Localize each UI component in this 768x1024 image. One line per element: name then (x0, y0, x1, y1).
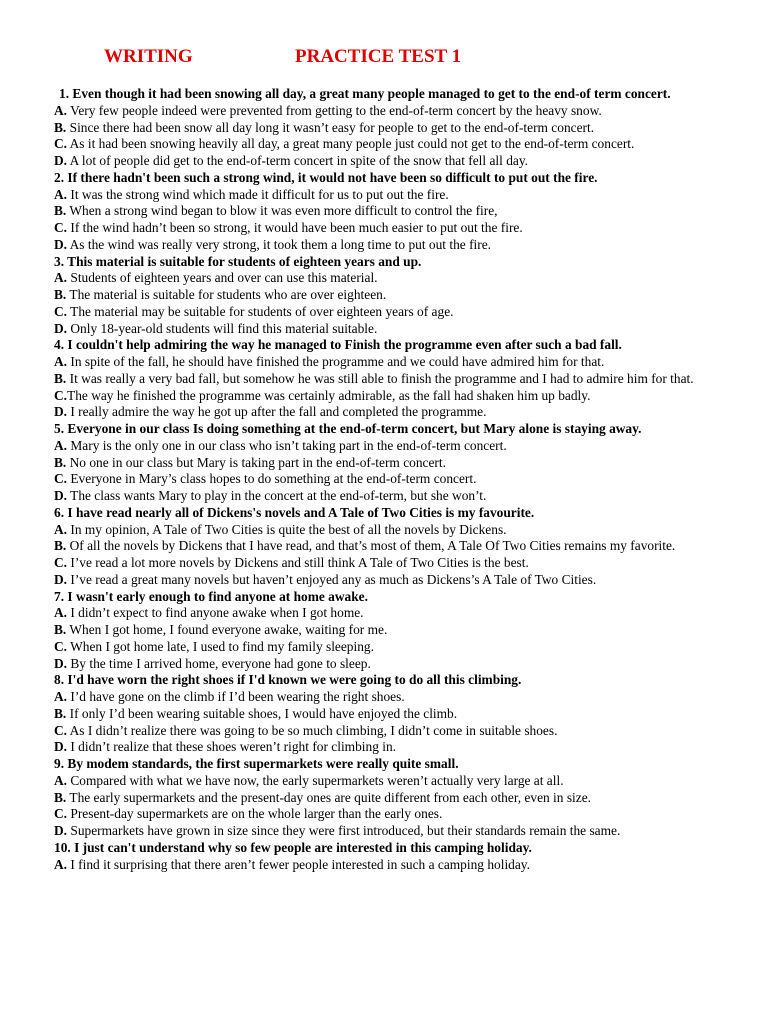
option-letter: C. (54, 220, 68, 235)
question-stem: 10. I just can't understand why so few people are interested in this camping holiday. (54, 839, 532, 855)
option-text: The material may be suitable for students of over eighteen years of age. (67, 303, 454, 319)
answer-option (54, 287, 724, 304)
option-letter: C. (54, 638, 68, 654)
option-letter: C. (54, 722, 68, 738)
option-letter: A. (54, 102, 68, 118)
answer-option (54, 321, 724, 338)
option-text: The class wants Mary to play in the concert at the end-of-term, but she won’t. (67, 488, 487, 503)
answer-option (54, 522, 724, 539)
question-9 (54, 756, 724, 840)
answer-option (54, 622, 724, 639)
option-letter: D. (54, 236, 68, 252)
option-letter: B. (54, 287, 67, 302)
answer-option (54, 806, 724, 823)
option-text: When a strong wind began to blow it was even more difficult to control the fire, (66, 203, 498, 219)
option-text: Mary is the only one in our class who isn’t taking part in the end-of-term concert. (67, 437, 507, 453)
option-text: No one in our class but Mary is taking part in the end-of-term concert. (66, 454, 446, 470)
answer-option (54, 555, 724, 572)
option-letter: C. (54, 471, 68, 487)
option-letter: B. (54, 538, 67, 554)
answer-option (54, 203, 724, 220)
option-letter: D. (54, 320, 68, 336)
question-stem: 3. This material is suitable for students of eighteen years and up. (54, 253, 422, 269)
option-letter: A. (54, 186, 68, 202)
answer-option (54, 455, 724, 472)
question-stem: 7. I wasn't early enough to find anyone at home awake. (54, 588, 368, 604)
answer-option (54, 723, 724, 740)
question-5 (54, 421, 724, 505)
option-letter: A. (54, 772, 68, 788)
option-text: It was really a very bad fall, but somehow he was still able to finish the programme and I had to admire him for that. (66, 370, 694, 386)
option-text: As the wind was really very strong, it took them a long time to put out the fire. (67, 236, 491, 252)
question-1 (54, 86, 724, 170)
option-letter: B. (54, 705, 67, 721)
option-text: A lot of people did get to the end-of-term concert in spite of the snow that fell all day. (67, 153, 529, 168)
question-stem: 1. Even though it had been snowing all day, a great many people managed to get to the end-of term concert. (59, 86, 671, 101)
question-8 (54, 672, 724, 756)
option-text: Compared with what we have now, the early supermarkets weren’t actually very large at all. (67, 772, 564, 788)
option-text: Only 18-year-old students will find this material suitable. (67, 320, 378, 336)
question-3 (54, 254, 724, 338)
answer-option (54, 538, 724, 555)
question-list (54, 86, 724, 873)
option-text: When I got home, I found everyone awake, waiting for me. (66, 622, 388, 637)
answer-option (54, 103, 724, 120)
option-letter: A. (54, 605, 68, 621)
answer-option (54, 689, 724, 706)
option-text: By the time I arrived home, everyone had gone to sleep. (67, 655, 371, 671)
answer-option (54, 605, 724, 622)
answer-option (54, 639, 724, 656)
option-text: I find it surprising that there aren’t fewer people interested in such a camping holiday. (67, 856, 530, 872)
question-2 (54, 170, 724, 254)
answer-option (54, 304, 724, 321)
option-letter: C. (54, 387, 68, 403)
answer-option (54, 371, 724, 388)
option-letter: C. (54, 555, 68, 570)
option-text: The material is suitable for students who are over eighteen. (66, 287, 387, 302)
option-letter: A. (54, 689, 68, 704)
option-text: I’ve read a lot more novels by Dickens and still think A Tale of Two Cities is the best. (67, 555, 529, 570)
option-letter: B. (54, 203, 67, 219)
answer-option (54, 790, 724, 807)
answer-option (54, 136, 724, 153)
answer-option (54, 187, 724, 204)
option-letter: C. (54, 303, 68, 319)
option-text: In spite of the fall, he should have finished the programme and we could have admired him for that. (67, 354, 605, 369)
option-letter: A. (54, 354, 68, 369)
option-text: The way he finished the programme was certainly admirable, as the fall had shaken him up badly. (67, 387, 591, 403)
answer-option (54, 656, 724, 673)
answer-option (54, 488, 724, 505)
answer-option (54, 739, 724, 756)
answer-option (54, 706, 724, 723)
answer-option (54, 823, 724, 840)
option-letter: D. (54, 823, 68, 838)
question-6 (54, 505, 724, 589)
option-letter: B. (54, 370, 67, 386)
question-stem: 2. If there hadn't been such a strong wind, it would not have been so difficult to put out the fire. (54, 169, 598, 185)
option-text: Present-day supermarkets are on the whole larger than the early ones. (67, 806, 443, 822)
option-text: Students of eighteen years and over can use this material. (67, 270, 378, 286)
option-letter: D. (54, 153, 68, 168)
page-header (54, 44, 724, 74)
answer-option (54, 773, 724, 790)
option-text: The early supermarkets and the present-day ones are quite different from each other, even in size. (66, 789, 591, 805)
option-text: It was the strong wind which made it difficult for us to put out the fire. (67, 186, 449, 202)
answer-option (54, 388, 724, 405)
answer-option (54, 237, 724, 254)
option-text: I’ve read a great many novels but haven’t enjoyed any as much as Dickens’s A Tale of Two Cities. (67, 571, 597, 587)
option-text: If only I’d been wearing suitable shoes, I would have enjoyed the climb. (66, 705, 458, 721)
question-stem: 9. By modem standards, the first supermarkets were really quite small. (54, 756, 459, 771)
option-text: Of all the novels by Dickens that I have read, and that’s most of them, A Tale Of Two Cities remains my favorite. (66, 538, 676, 554)
option-letter: D. (54, 739, 68, 755)
question-10 (54, 840, 724, 874)
option-letter: A. (54, 856, 68, 872)
answer-option (54, 471, 724, 488)
answer-option (54, 354, 724, 371)
option-text: Since there had been snow all day long it wasn’t easy for people to get to the end-of-term concert. (66, 119, 595, 135)
option-text: Supermarkets have grown in size since they were first introduced, but their standards remain the same. (67, 823, 621, 838)
answer-option (54, 270, 724, 287)
option-text: As I didn’t realize there was going to be so much climbing, I didn’t come in suitable shoes. (67, 722, 558, 738)
worksheet-page (54, 44, 724, 873)
answer-option (54, 120, 724, 137)
question-stem: 5. Everyone in our class Is doing something at the end-of-term concert, but Mary alone is staying away. (54, 421, 642, 436)
question-4 (54, 337, 724, 421)
question-stem: 6. I have read nearly all of Dickens's novels and A Tale of Two Cities is my favourite. (54, 504, 535, 520)
option-letter: D. (54, 571, 68, 587)
answer-option (54, 404, 724, 421)
option-text: As it had been snowing heavily all day, a great many people just could not get to the end-of-term concert. (67, 136, 635, 152)
question-stem: 4. I couldn't help admiring the way he managed to Finish the programme even after such a bad fall. (54, 337, 622, 353)
test-title: PRACTICE TEST 1 (295, 46, 462, 67)
answer-option (54, 572, 724, 589)
option-letter: B. (54, 789, 67, 805)
option-text: I didn’t expect to find anyone awake when I got home. (67, 605, 364, 621)
option-letter: D. (54, 404, 68, 420)
option-text: I didn’t realize that these shoes weren’t right for climbing in. (67, 739, 397, 755)
answer-option (54, 153, 724, 170)
section-title: WRITING (104, 46, 193, 67)
option-letter: B. (54, 622, 67, 637)
option-text: Very few people indeed were prevented from getting to the end-of-term concert by the heavy snow. (67, 102, 602, 118)
option-text: When I got home late, I used to find my family sleeping. (67, 638, 374, 654)
option-letter: B. (54, 454, 67, 470)
answer-option (54, 857, 724, 874)
question-7 (54, 589, 724, 673)
answer-option (54, 438, 724, 455)
option-text: In my opinion, A Tale of Two Cities is quite the best of all the novels by Dickens. (67, 521, 507, 537)
option-text: Everyone in Mary’s class hopes to do something at the end-of-term concert. (67, 471, 477, 487)
option-text: If the wind hadn’t been so strong, it would have been much easier to put out the fire. (67, 220, 523, 235)
option-letter: A. (54, 437, 68, 453)
option-letter: C. (54, 136, 68, 152)
option-letter: D. (54, 488, 68, 503)
option-text: I really admire the way he got up after the fall and completed the programme. (67, 404, 487, 420)
question-stem: 8. I'd have worn the right shoes if I'd known we were going to do all this climbing. (54, 672, 522, 688)
option-letter: C. (54, 806, 68, 822)
option-text: I’d have gone on the climb if I’d been wearing the right shoes. (67, 689, 405, 704)
option-letter: D. (54, 655, 68, 671)
option-letter: B. (54, 119, 67, 135)
answer-option (54, 220, 724, 237)
option-letter: A. (54, 270, 68, 286)
option-letter: A. (54, 521, 68, 537)
